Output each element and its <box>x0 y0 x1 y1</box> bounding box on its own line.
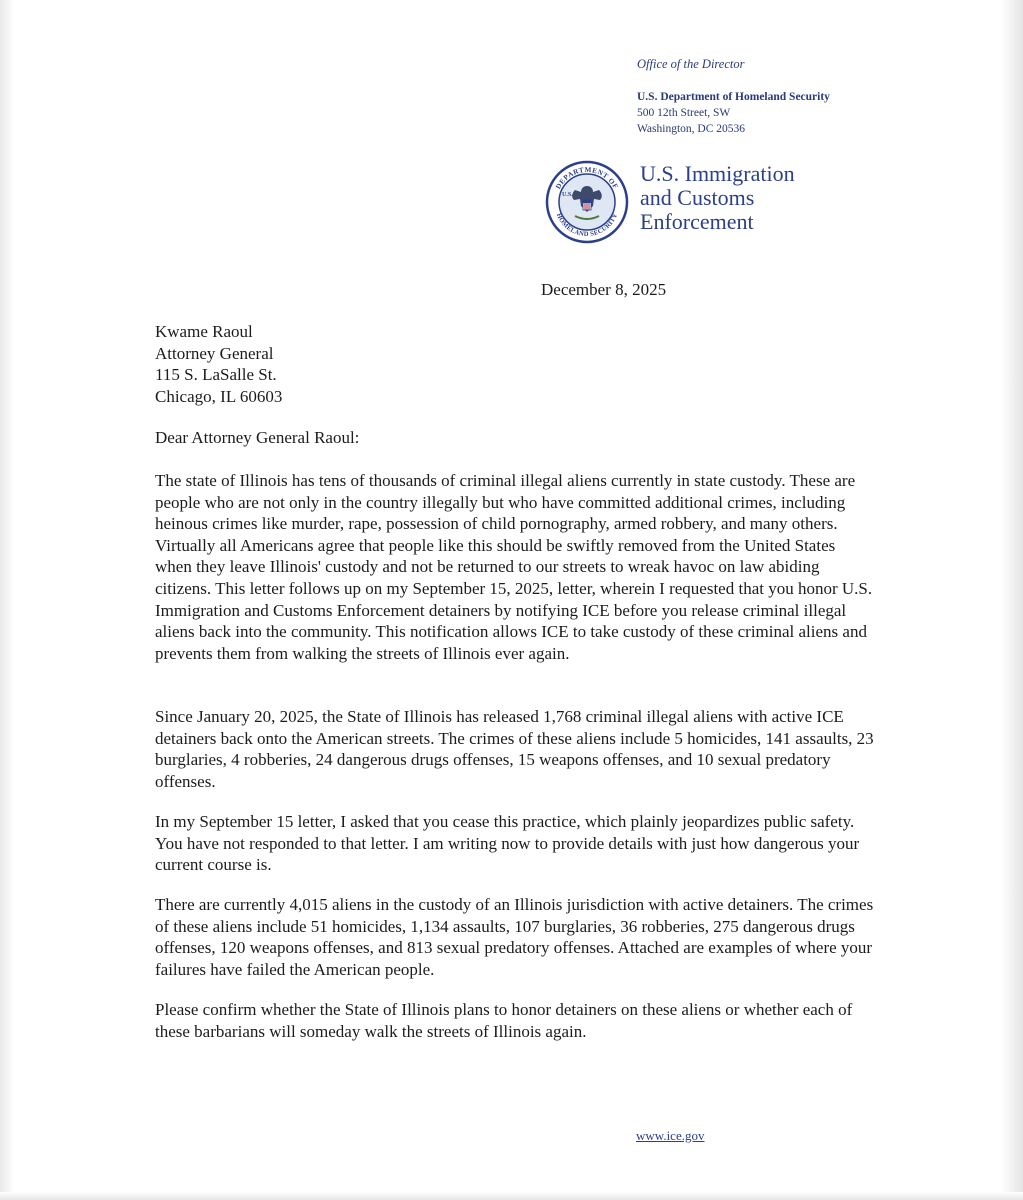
recipient-name: Kwame Raoul <box>155 322 253 341</box>
office-of-director: Office of the Director <box>637 57 745 71</box>
paragraph-1: The state of Illinois has tens of thousands of criminal illegal aliens currently in state custody. These are people who are not only in the country illegally but who have committed additional crimes, including heinous crimes like murder, rape, possession of child pornography, armed robbery, and many others. Virtually all Americans agree that people like this should be swiftly removed from the United States when they leave Illinois' custody and not be returned to our streets to wreak havoc on law abiding citizens. This letter follows up on my September 15, 2025, letter, wherein I requested that you honor U.S. Immigration and Customs Enforcement detainers by notifying ICE before you release criminal illegal aliens back into the community. This notification allows ICE to take custody of these criminal aliens and prevents them from walking the streets of Illinois ever again. <box>155 471 873 663</box>
agency-name <box>640 162 795 234</box>
dhs-seal-icon <box>545 160 629 244</box>
seal-text-top: DEPARTMENT OF <box>554 165 620 191</box>
dhs-address <box>637 89 830 137</box>
agency-line-2: and Customs <box>640 185 755 210</box>
page-shadow-left <box>0 0 14 1200</box>
page-shadow-right <box>1001 0 1023 1200</box>
seal-text-bottom: HOMELAND SECURITY <box>554 212 620 239</box>
paragraph-4: There are currently 4,015 aliens in the custody of an Illinois jurisdiction with active detainers. The crimes of these aliens include 51 homicides, 1,134 assaults, 107 burglaries, 36 robberies, 275 dangerous drugs offenses, 120 weapons offenses, and 813 sexual predatory offenses. Attached are examples of where your failures have failed the American people. <box>155 895 874 979</box>
city-address: Washington, DC 20536 <box>637 123 746 135</box>
salutation: Dear Attorney General Raoul: <box>155 428 360 447</box>
page-shadow-bottom <box>0 1192 1023 1200</box>
agency-line-1: U.S. Immigration <box>640 161 795 186</box>
paragraph-3: In my September 15 letter, I asked that you cease this practice, which plainly jeopardizes public safety. You have not responded to that letter. I am writing now to provide details with just how dangerous your current course is. <box>155 812 860 875</box>
website-link[interactable]: www.ice.gov <box>636 1128 705 1143</box>
recipient-title: Attorney General <box>155 343 274 363</box>
recipient-city: Chicago, IL 60603 <box>155 386 283 406</box>
paragraph-5: Please confirm whether the State of Illinois plans to honor detainers on these aliens or whether each of these barbarians will someday walk the streets of Illinois again. <box>155 1000 853 1041</box>
seal-text-left: U.S. <box>562 192 573 198</box>
street-address: 500 12th Street, SW <box>637 107 731 119</box>
paragraph-2: Since January 20, 2025, the State of Illinois has released 1,768 criminal illegal aliens with active ICE detainers back onto the American streets. The crimes of these aliens include 5 homicides, 141 assaults, 23 burglaries, 4 robberies, 24 dangerous drugs offenses, 15 weapons offenses, and 10 sexual predatory offenses. <box>155 707 874 791</box>
letter-date: December 8, 2025 <box>541 280 667 299</box>
department-name: U.S. Department of Homeland Security <box>637 91 830 103</box>
agency-line-3: Enforcement <box>640 209 754 234</box>
recipient-block <box>155 321 282 407</box>
recipient-street: 115 S. LaSalle St. <box>155 365 277 384</box>
